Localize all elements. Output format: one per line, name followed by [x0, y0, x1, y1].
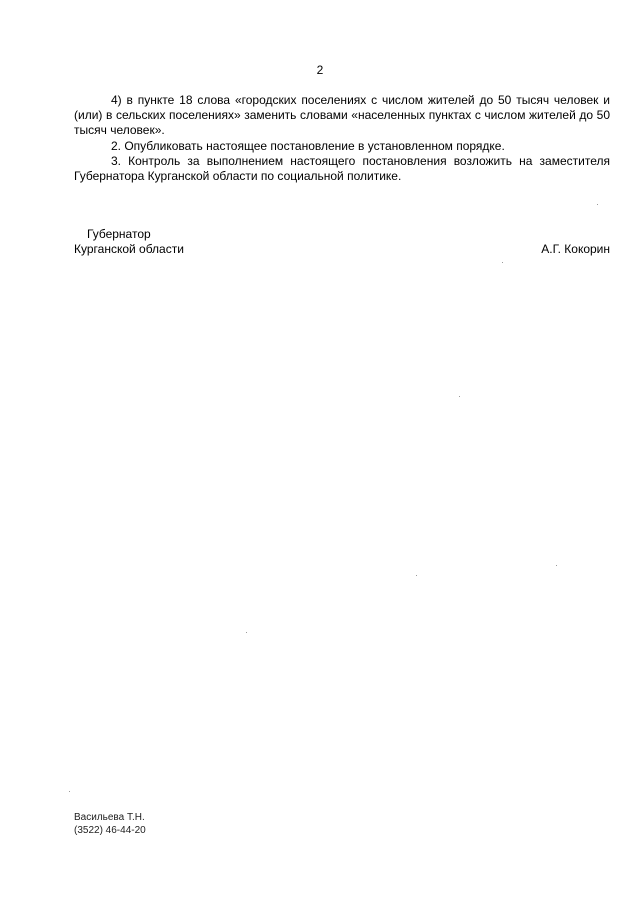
signature-block [74, 227, 610, 257]
page-number: 2 [316, 63, 324, 77]
signature-row [74, 242, 610, 257]
signatory-title-line2: Курганской области [74, 242, 184, 257]
executor-name: Васильева Т.Н. [74, 812, 145, 823]
scan-speck [69, 791, 70, 792]
scan-speck [556, 565, 557, 566]
scan-speck [597, 204, 598, 205]
paragraph-item-4: 4) в пункте 18 слова «городских поселениях с числом жителей до 50 тысяч человек и (или) в сельских поселениях» заменить словами «населенных пунктах с числом жителей до 50 тысяч человек». [74, 93, 610, 138]
paragraph-item-3: 3. Контроль за выполнением настоящего постановления возложить на заместителя Губернатора Курганской области по социальной политике. [74, 153, 610, 184]
document-body [74, 93, 610, 184]
paragraph-item-2: 2. Опубликовать настоящее постановление в установленном порядке. [111, 138, 505, 153]
signatory-title-line1: Губернатор [87, 227, 151, 241]
signatory-name: А.Г. Кокорин [541, 242, 610, 257]
executor-block [74, 811, 146, 837]
scan-speck [502, 262, 503, 263]
scan-speck [416, 575, 417, 576]
executor-phone: (3522) 46-44-20 [74, 825, 146, 836]
scan-speck [459, 396, 460, 397]
scan-speck [246, 632, 247, 633]
